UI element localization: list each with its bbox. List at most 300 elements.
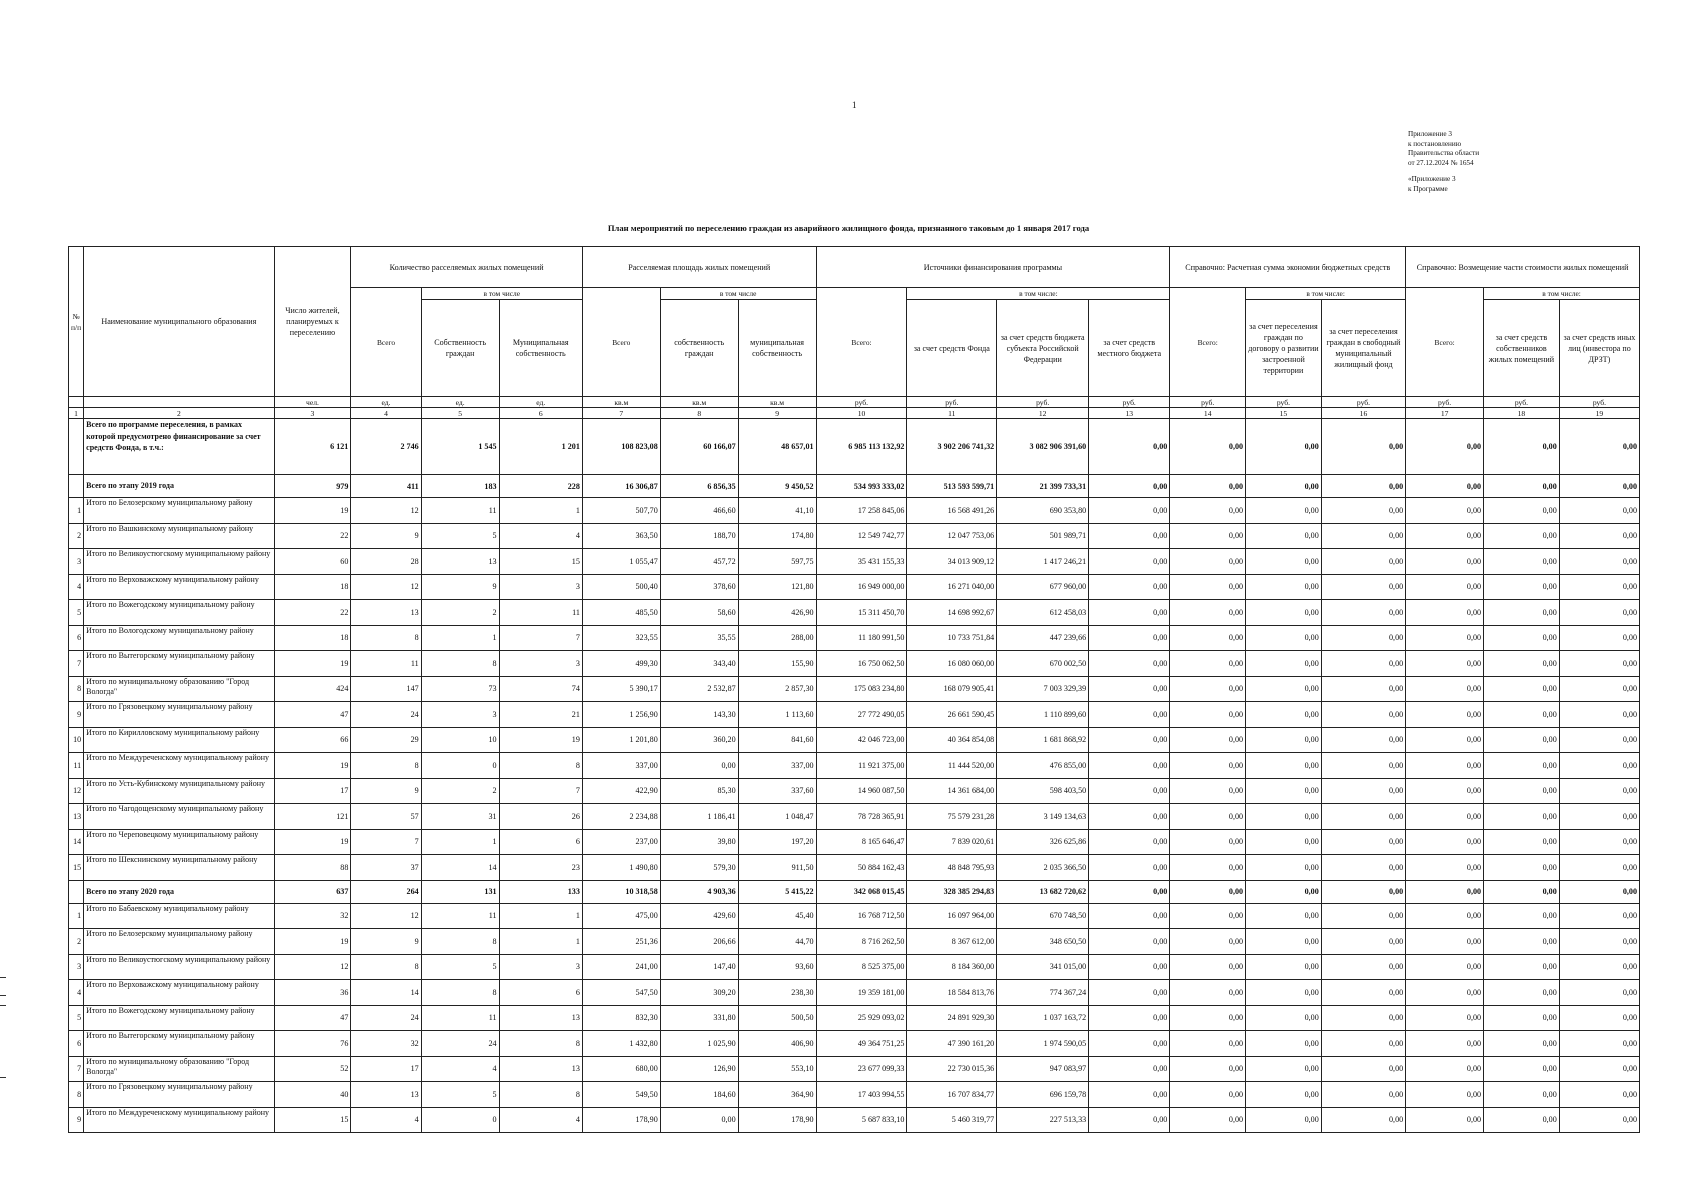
- subheader-incl: в том числе: [421, 288, 582, 300]
- value-cell: 16 707 834,77: [907, 1082, 997, 1108]
- value-cell: 8 367 612,00: [907, 929, 997, 955]
- value-cell: 0,00: [1089, 600, 1170, 626]
- value-cell: 75 579 231,28: [907, 804, 997, 830]
- value-cell: 0,00: [1246, 600, 1322, 626]
- value-cell: 1 974 590,05: [997, 1031, 1089, 1057]
- value-cell: 3: [499, 651, 582, 677]
- value-cell: 0,00: [1321, 1107, 1405, 1133]
- row-number: 12: [69, 778, 84, 804]
- value-cell: 0,00: [660, 753, 738, 779]
- value-cell: 0,00: [1170, 702, 1246, 728]
- value-cell: 0,00: [1321, 625, 1405, 651]
- value-cell: 8: [351, 625, 421, 651]
- col-header-subject-budget: за счет средств бюджета субъекта Российской Федерации: [997, 300, 1089, 397]
- value-cell: 19 359 181,00: [816, 980, 907, 1006]
- value-cell: 16 768 712,50: [816, 903, 907, 929]
- value-cell: 13: [499, 1005, 582, 1031]
- value-cell: 0,00: [1484, 676, 1560, 702]
- value-cell: 13: [351, 600, 421, 626]
- group-header-savings: Справочно: Расчетная сумма экономии бюджетных средств: [1170, 247, 1406, 288]
- value-cell: 0,00: [1089, 753, 1170, 779]
- value-cell: 0,00: [1321, 1056, 1405, 1082]
- value-cell: 78 728 365,91: [816, 804, 907, 830]
- value-cell: 0,00: [1559, 829, 1639, 855]
- value-cell: 15 311 450,70: [816, 600, 907, 626]
- unit-cell: кв.м: [660, 397, 738, 408]
- value-cell: 0,00: [1484, 651, 1560, 677]
- value-cell: 0,00: [1321, 498, 1405, 524]
- value-cell: 0,00: [1170, 1056, 1246, 1082]
- value-cell: 3 149 134,63: [997, 804, 1089, 830]
- row-number: 6: [69, 625, 84, 651]
- value-cell: 0,00: [1406, 880, 1484, 903]
- value-cell: 0,00: [1321, 600, 1405, 626]
- value-cell: 549,50: [582, 1082, 660, 1108]
- value-cell: 0,00: [1406, 903, 1484, 929]
- row-number: 3: [69, 549, 84, 575]
- value-cell: 0,00: [660, 1107, 738, 1133]
- value-cell: 12 549 742,77: [816, 523, 907, 549]
- municipality-name: Итого по Вологодскому муниципальному району: [84, 625, 274, 651]
- value-cell: 553,10: [738, 1056, 816, 1082]
- value-cell: 2: [421, 778, 499, 804]
- value-cell: 48 657,01: [738, 419, 816, 475]
- value-cell: 19: [274, 753, 351, 779]
- value-cell: 3: [499, 954, 582, 980]
- value-cell: 0,00: [1089, 523, 1170, 549]
- unit-cell: ед.: [421, 397, 499, 408]
- value-cell: 0,00: [1246, 574, 1322, 600]
- value-cell: 0: [421, 1107, 499, 1133]
- unit-cell: ед.: [351, 397, 421, 408]
- value-cell: 0,00: [1321, 419, 1405, 475]
- value-cell: 2: [421, 600, 499, 626]
- value-cell: 0,00: [1559, 600, 1639, 626]
- table-row: [69, 1056, 1640, 1082]
- value-cell: 0,00: [1559, 778, 1639, 804]
- value-cell: 133: [499, 880, 582, 903]
- value-cell: 0,00: [1246, 1031, 1322, 1057]
- value-cell: 426,90: [738, 600, 816, 626]
- value-cell: 6 985 113 132,92: [816, 419, 907, 475]
- value-cell: 0,00: [1559, 676, 1639, 702]
- value-cell: 0,00: [1170, 855, 1246, 881]
- value-cell: 0,00: [1406, 1005, 1484, 1031]
- value-cell: 44,70: [738, 929, 816, 955]
- value-cell: 0,00: [1484, 727, 1560, 753]
- value-cell: 227 513,33: [997, 1107, 1089, 1133]
- value-cell: 0,00: [1559, 419, 1639, 475]
- value-cell: 0,00: [1484, 523, 1560, 549]
- value-cell: 35,55: [660, 625, 738, 651]
- value-cell: 0,00: [1089, 880, 1170, 903]
- value-cell: 1 545: [421, 419, 499, 475]
- value-cell: 0,00: [1321, 980, 1405, 1006]
- value-cell: 60: [274, 549, 351, 575]
- value-cell: 501 989,71: [997, 523, 1089, 549]
- margin-mark: [0, 995, 6, 996]
- value-cell: 696 159,78: [997, 1082, 1089, 1108]
- column-number: 16: [1321, 408, 1405, 419]
- value-cell: 11: [421, 498, 499, 524]
- value-cell: 0,00: [1089, 498, 1170, 524]
- col-header-local-budget: за счет средств местного бюджета: [1089, 300, 1170, 397]
- value-cell: 0,00: [1321, 804, 1405, 830]
- value-cell: 0,00: [1246, 778, 1322, 804]
- row-number: 11: [69, 753, 84, 779]
- value-cell: 0,00: [1089, 980, 1170, 1006]
- value-cell: 178,90: [738, 1107, 816, 1133]
- municipality-name: Итого по Междуреченскому муниципальному району: [84, 1107, 274, 1133]
- value-cell: 12: [351, 574, 421, 600]
- value-cell: 8: [421, 980, 499, 1006]
- value-cell: 0,00: [1321, 1031, 1405, 1057]
- value-cell: 34 013 909,12: [907, 549, 997, 575]
- value-cell: 0,00: [1321, 753, 1405, 779]
- value-cell: 9: [351, 523, 421, 549]
- municipality-name: Итого по Верховажскому муниципальному району: [84, 574, 274, 600]
- value-cell: 18: [274, 574, 351, 600]
- value-cell: 0,00: [1484, 475, 1560, 498]
- value-cell: 2 532,87: [660, 676, 738, 702]
- value-cell: 0,00: [1246, 702, 1322, 728]
- municipality-name: Итого по Вытегорскому муниципальному району: [84, 651, 274, 677]
- value-cell: 1 490,80: [582, 855, 660, 881]
- value-cell: 500,50: [738, 1005, 816, 1031]
- value-cell: 0,00: [1321, 1005, 1405, 1031]
- value-cell: 0,00: [1170, 1107, 1246, 1133]
- value-cell: 0,00: [1559, 753, 1639, 779]
- value-cell: 0,00: [1406, 574, 1484, 600]
- value-cell: 14: [421, 855, 499, 881]
- row-number: 4: [69, 980, 84, 1006]
- value-cell: 0,00: [1484, 1107, 1560, 1133]
- value-cell: 0,00: [1089, 1031, 1170, 1057]
- value-cell: 0,00: [1406, 1031, 1484, 1057]
- table-row: [69, 574, 1640, 600]
- value-cell: 0,00: [1559, 804, 1639, 830]
- value-cell: 0,00: [1170, 954, 1246, 980]
- col-header-no: № п/п: [69, 247, 84, 397]
- value-cell: 979: [274, 475, 351, 498]
- value-cell: 0,00: [1321, 574, 1405, 600]
- appendix-line: «Приложение 3: [1408, 175, 1456, 183]
- row-number: 4: [69, 574, 84, 600]
- value-cell: 378,60: [660, 574, 738, 600]
- value-cell: 121: [274, 804, 351, 830]
- value-cell: 0,00: [1089, 829, 1170, 855]
- value-cell: 0,00: [1406, 1056, 1484, 1082]
- table-row: [69, 980, 1640, 1006]
- col-header-area-total: Всего: [582, 288, 660, 397]
- value-cell: 0,00: [1406, 475, 1484, 498]
- value-cell: 40 364 854,08: [907, 727, 997, 753]
- value-cell: 476 855,00: [997, 753, 1089, 779]
- unit-cell: руб.: [907, 397, 997, 408]
- value-cell: 8 525 375,00: [816, 954, 907, 980]
- value-cell: 0,00: [1170, 1005, 1246, 1031]
- value-cell: 0,00: [1406, 651, 1484, 677]
- value-cell: 0,00: [1170, 676, 1246, 702]
- value-cell: 0,00: [1170, 1031, 1246, 1057]
- value-cell: 507,70: [582, 498, 660, 524]
- value-cell: 0,00: [1406, 855, 1484, 881]
- value-cell: 0,00: [1246, 498, 1322, 524]
- value-cell: 0,00: [1406, 804, 1484, 830]
- value-cell: 27 772 490,05: [816, 702, 907, 728]
- value-cell: 348 650,50: [997, 929, 1089, 955]
- value-cell: 12: [351, 903, 421, 929]
- row-number: 2: [69, 929, 84, 955]
- stage-total-row: [69, 475, 1640, 498]
- value-cell: 17: [274, 778, 351, 804]
- table-row: [69, 778, 1640, 804]
- value-cell: 76: [274, 1031, 351, 1057]
- value-cell: 4: [421, 1056, 499, 1082]
- value-cell: 0,00: [1559, 929, 1639, 955]
- table-row: [69, 625, 1640, 651]
- municipality-name: Итого по муниципальному образованию "Город Вологда": [84, 1056, 274, 1082]
- value-cell: 0,00: [1406, 929, 1484, 955]
- value-cell: 251,36: [582, 929, 660, 955]
- value-cell: 0,00: [1246, 727, 1322, 753]
- value-cell: 155,90: [738, 651, 816, 677]
- municipality-name: Итого по Вожегодскому муниципальному району: [84, 1005, 274, 1031]
- value-cell: 8: [499, 753, 582, 779]
- value-cell: 0,00: [1089, 651, 1170, 677]
- value-cell: 1 037 163,72: [997, 1005, 1089, 1031]
- value-cell: 0,00: [1170, 753, 1246, 779]
- value-cell: 424: [274, 676, 351, 702]
- value-cell: 411: [351, 475, 421, 498]
- value-cell: 29: [351, 727, 421, 753]
- table-row: [69, 702, 1640, 728]
- column-number: 7: [582, 408, 660, 419]
- value-cell: 0,00: [1089, 475, 1170, 498]
- value-cell: 9: [351, 929, 421, 955]
- value-cell: 5 390,17: [582, 676, 660, 702]
- municipality-name: Всего по этапу 2019 года: [84, 475, 274, 498]
- value-cell: 0,00: [1484, 829, 1560, 855]
- value-cell: 26: [499, 804, 582, 830]
- municipality-name: Итого по Вытегорскому муниципальному району: [84, 1031, 274, 1057]
- value-cell: 0,00: [1484, 929, 1560, 955]
- row-number: [69, 475, 84, 498]
- value-cell: 0,00: [1170, 727, 1246, 753]
- value-cell: 15: [499, 549, 582, 575]
- table-row: [69, 600, 1640, 626]
- value-cell: 1 201,80: [582, 727, 660, 753]
- unit-cell: ед.: [499, 397, 582, 408]
- column-number: 17: [1406, 408, 1484, 419]
- value-cell: 37: [351, 855, 421, 881]
- value-cell: 47: [274, 702, 351, 728]
- value-cell: 23: [499, 855, 582, 881]
- value-cell: 32: [351, 1031, 421, 1057]
- value-cell: 88: [274, 855, 351, 881]
- value-cell: 0,00: [1246, 1056, 1322, 1082]
- value-cell: 406,90: [738, 1031, 816, 1057]
- value-cell: 1: [421, 829, 499, 855]
- value-cell: 11: [421, 1005, 499, 1031]
- group-header-compensation: Справочно: Возмещение части стоимости жилых помещений: [1406, 247, 1640, 288]
- table-row: [69, 1005, 1640, 1031]
- column-number: 9: [738, 408, 816, 419]
- value-cell: 12: [274, 954, 351, 980]
- value-cell: 184,60: [660, 1082, 738, 1108]
- value-cell: 48 848 795,93: [907, 855, 997, 881]
- value-cell: 0,00: [1406, 980, 1484, 1006]
- stage-total-row: [69, 880, 1640, 903]
- value-cell: 0,00: [1406, 1107, 1484, 1133]
- value-cell: 612 458,03: [997, 600, 1089, 626]
- table-row: [69, 954, 1640, 980]
- value-cell: 10 733 751,84: [907, 625, 997, 651]
- row-number: 2: [69, 523, 84, 549]
- value-cell: 0,00: [1089, 1082, 1170, 1108]
- column-number: 14: [1170, 408, 1246, 419]
- value-cell: 57: [351, 804, 421, 830]
- municipality-name: Итого по Вожегодскому муниципальному району: [84, 600, 274, 626]
- value-cell: 3: [421, 702, 499, 728]
- value-cell: 42 046 723,00: [816, 727, 907, 753]
- value-cell: 309,20: [660, 980, 738, 1006]
- value-cell: 16 271 040,00: [907, 574, 997, 600]
- value-cell: 49 364 751,25: [816, 1031, 907, 1057]
- value-cell: 23 677 099,33: [816, 1056, 907, 1082]
- municipality-name: Итого по Великоустюгскому муниципальному району: [84, 549, 274, 575]
- value-cell: 447 239,66: [997, 625, 1089, 651]
- row-number: [69, 419, 84, 475]
- document-title: План мероприятий по переселению граждан из аварийного жилищного фонда, признанного таковым до 1 января 2017 года: [607, 223, 1090, 233]
- value-cell: 911,50: [738, 855, 816, 881]
- value-cell: 28: [351, 549, 421, 575]
- value-cell: 457,72: [660, 549, 738, 575]
- col-header-area-municipal: муниципальная собственность: [738, 300, 816, 397]
- value-cell: 363,50: [582, 523, 660, 549]
- value-cell: 17: [351, 1056, 421, 1082]
- col-header-area-own: собственность граждан: [660, 300, 738, 397]
- value-cell: 0,00: [1246, 929, 1322, 955]
- value-cell: 131: [421, 880, 499, 903]
- table-row: [69, 727, 1640, 753]
- value-cell: 183: [421, 475, 499, 498]
- value-cell: 680,00: [582, 1056, 660, 1082]
- value-cell: 241,00: [582, 954, 660, 980]
- value-cell: 9: [421, 574, 499, 600]
- value-cell: 0,00: [1089, 574, 1170, 600]
- value-cell: 178,90: [582, 1107, 660, 1133]
- value-cell: 174,80: [738, 523, 816, 549]
- value-cell: 0,00: [1246, 804, 1322, 830]
- value-cell: 1 186,41: [660, 804, 738, 830]
- value-cell: 8: [351, 954, 421, 980]
- value-cell: 0,00: [1089, 1107, 1170, 1133]
- value-cell: 14 361 684,00: [907, 778, 997, 804]
- value-cell: 1: [421, 625, 499, 651]
- value-cell: 0,00: [1089, 676, 1170, 702]
- value-cell: 228: [499, 475, 582, 498]
- value-cell: 36: [274, 980, 351, 1006]
- value-cell: 0,00: [1321, 903, 1405, 929]
- value-cell: 0,00: [1246, 1082, 1322, 1108]
- value-cell: 0,00: [1089, 702, 1170, 728]
- value-cell: 0,00: [1170, 829, 1246, 855]
- value-cell: 0,00: [1321, 651, 1405, 677]
- value-cell: 1: [499, 929, 582, 955]
- value-cell: 0,00: [1559, 903, 1639, 929]
- value-cell: 1 110 899,60: [997, 702, 1089, 728]
- value-cell: 16 306,87: [582, 475, 660, 498]
- value-cell: 74: [499, 676, 582, 702]
- value-cell: 18 584 813,76: [907, 980, 997, 1006]
- col-header-comp-total: Всего:: [1406, 288, 1484, 397]
- value-cell: 3 902 206 741,32: [907, 419, 997, 475]
- value-cell: 0,00: [1321, 1082, 1405, 1108]
- value-cell: 0,00: [1484, 753, 1560, 779]
- appendix-line: к постановлению: [1408, 139, 1462, 148]
- row-number: 13: [69, 804, 84, 830]
- col-header-finance-total: Всего:: [816, 288, 907, 397]
- table-row: [69, 804, 1640, 830]
- table-row: [69, 1082, 1640, 1108]
- unit-cell: руб.: [1246, 397, 1322, 408]
- value-cell: 2 746: [351, 419, 421, 475]
- value-cell: 1 048,47: [738, 804, 816, 830]
- subheader-incl: в том числе:: [1246, 288, 1406, 300]
- value-cell: 0,00: [1321, 475, 1405, 498]
- value-cell: 1 113,60: [738, 702, 816, 728]
- value-cell: 0,00: [1089, 778, 1170, 804]
- value-cell: 126,90: [660, 1056, 738, 1082]
- value-cell: 0,00: [1246, 829, 1322, 855]
- value-cell: 0,00: [1321, 676, 1405, 702]
- value-cell: 0,00: [1484, 498, 1560, 524]
- value-cell: 11 444 520,00: [907, 753, 997, 779]
- value-cell: 17 403 994,55: [816, 1082, 907, 1108]
- value-cell: 0,00: [1406, 727, 1484, 753]
- value-cell: 0,00: [1406, 778, 1484, 804]
- unit-cell: руб.: [1089, 397, 1170, 408]
- value-cell: 0,00: [1406, 549, 1484, 575]
- value-cell: 21 399 733,31: [997, 475, 1089, 498]
- value-cell: 8 184 360,00: [907, 954, 997, 980]
- value-cell: 0,00: [1170, 600, 1246, 626]
- table-row: [69, 929, 1640, 955]
- municipality-name: Итого по Великоустюгскому муниципальному району: [84, 954, 274, 980]
- value-cell: 0,00: [1246, 880, 1322, 903]
- value-cell: 832,30: [582, 1005, 660, 1031]
- value-cell: 24: [351, 702, 421, 728]
- value-cell: 0,00: [1321, 855, 1405, 881]
- value-cell: 0,00: [1484, 855, 1560, 881]
- value-cell: 364,90: [738, 1082, 816, 1108]
- value-cell: 1: [499, 498, 582, 524]
- municipality-name: Всего по программе переселения, в рамках которой предусмотрено финансирование за счет средств Фонда, в т.ч.:: [84, 419, 274, 475]
- value-cell: 0,00: [1559, 1031, 1639, 1057]
- value-cell: 500,40: [582, 574, 660, 600]
- value-cell: 1 432,80: [582, 1031, 660, 1057]
- value-cell: 5 415,22: [738, 880, 816, 903]
- value-cell: 341 015,00: [997, 954, 1089, 980]
- value-cell: 597,75: [738, 549, 816, 575]
- value-cell: 0,00: [1170, 1082, 1246, 1108]
- value-cell: 4 903,36: [660, 880, 738, 903]
- value-cell: 0,00: [1406, 498, 1484, 524]
- value-cell: 0,00: [1170, 419, 1246, 475]
- value-cell: 0,00: [1484, 1005, 1560, 1031]
- value-cell: 0,00: [1321, 727, 1405, 753]
